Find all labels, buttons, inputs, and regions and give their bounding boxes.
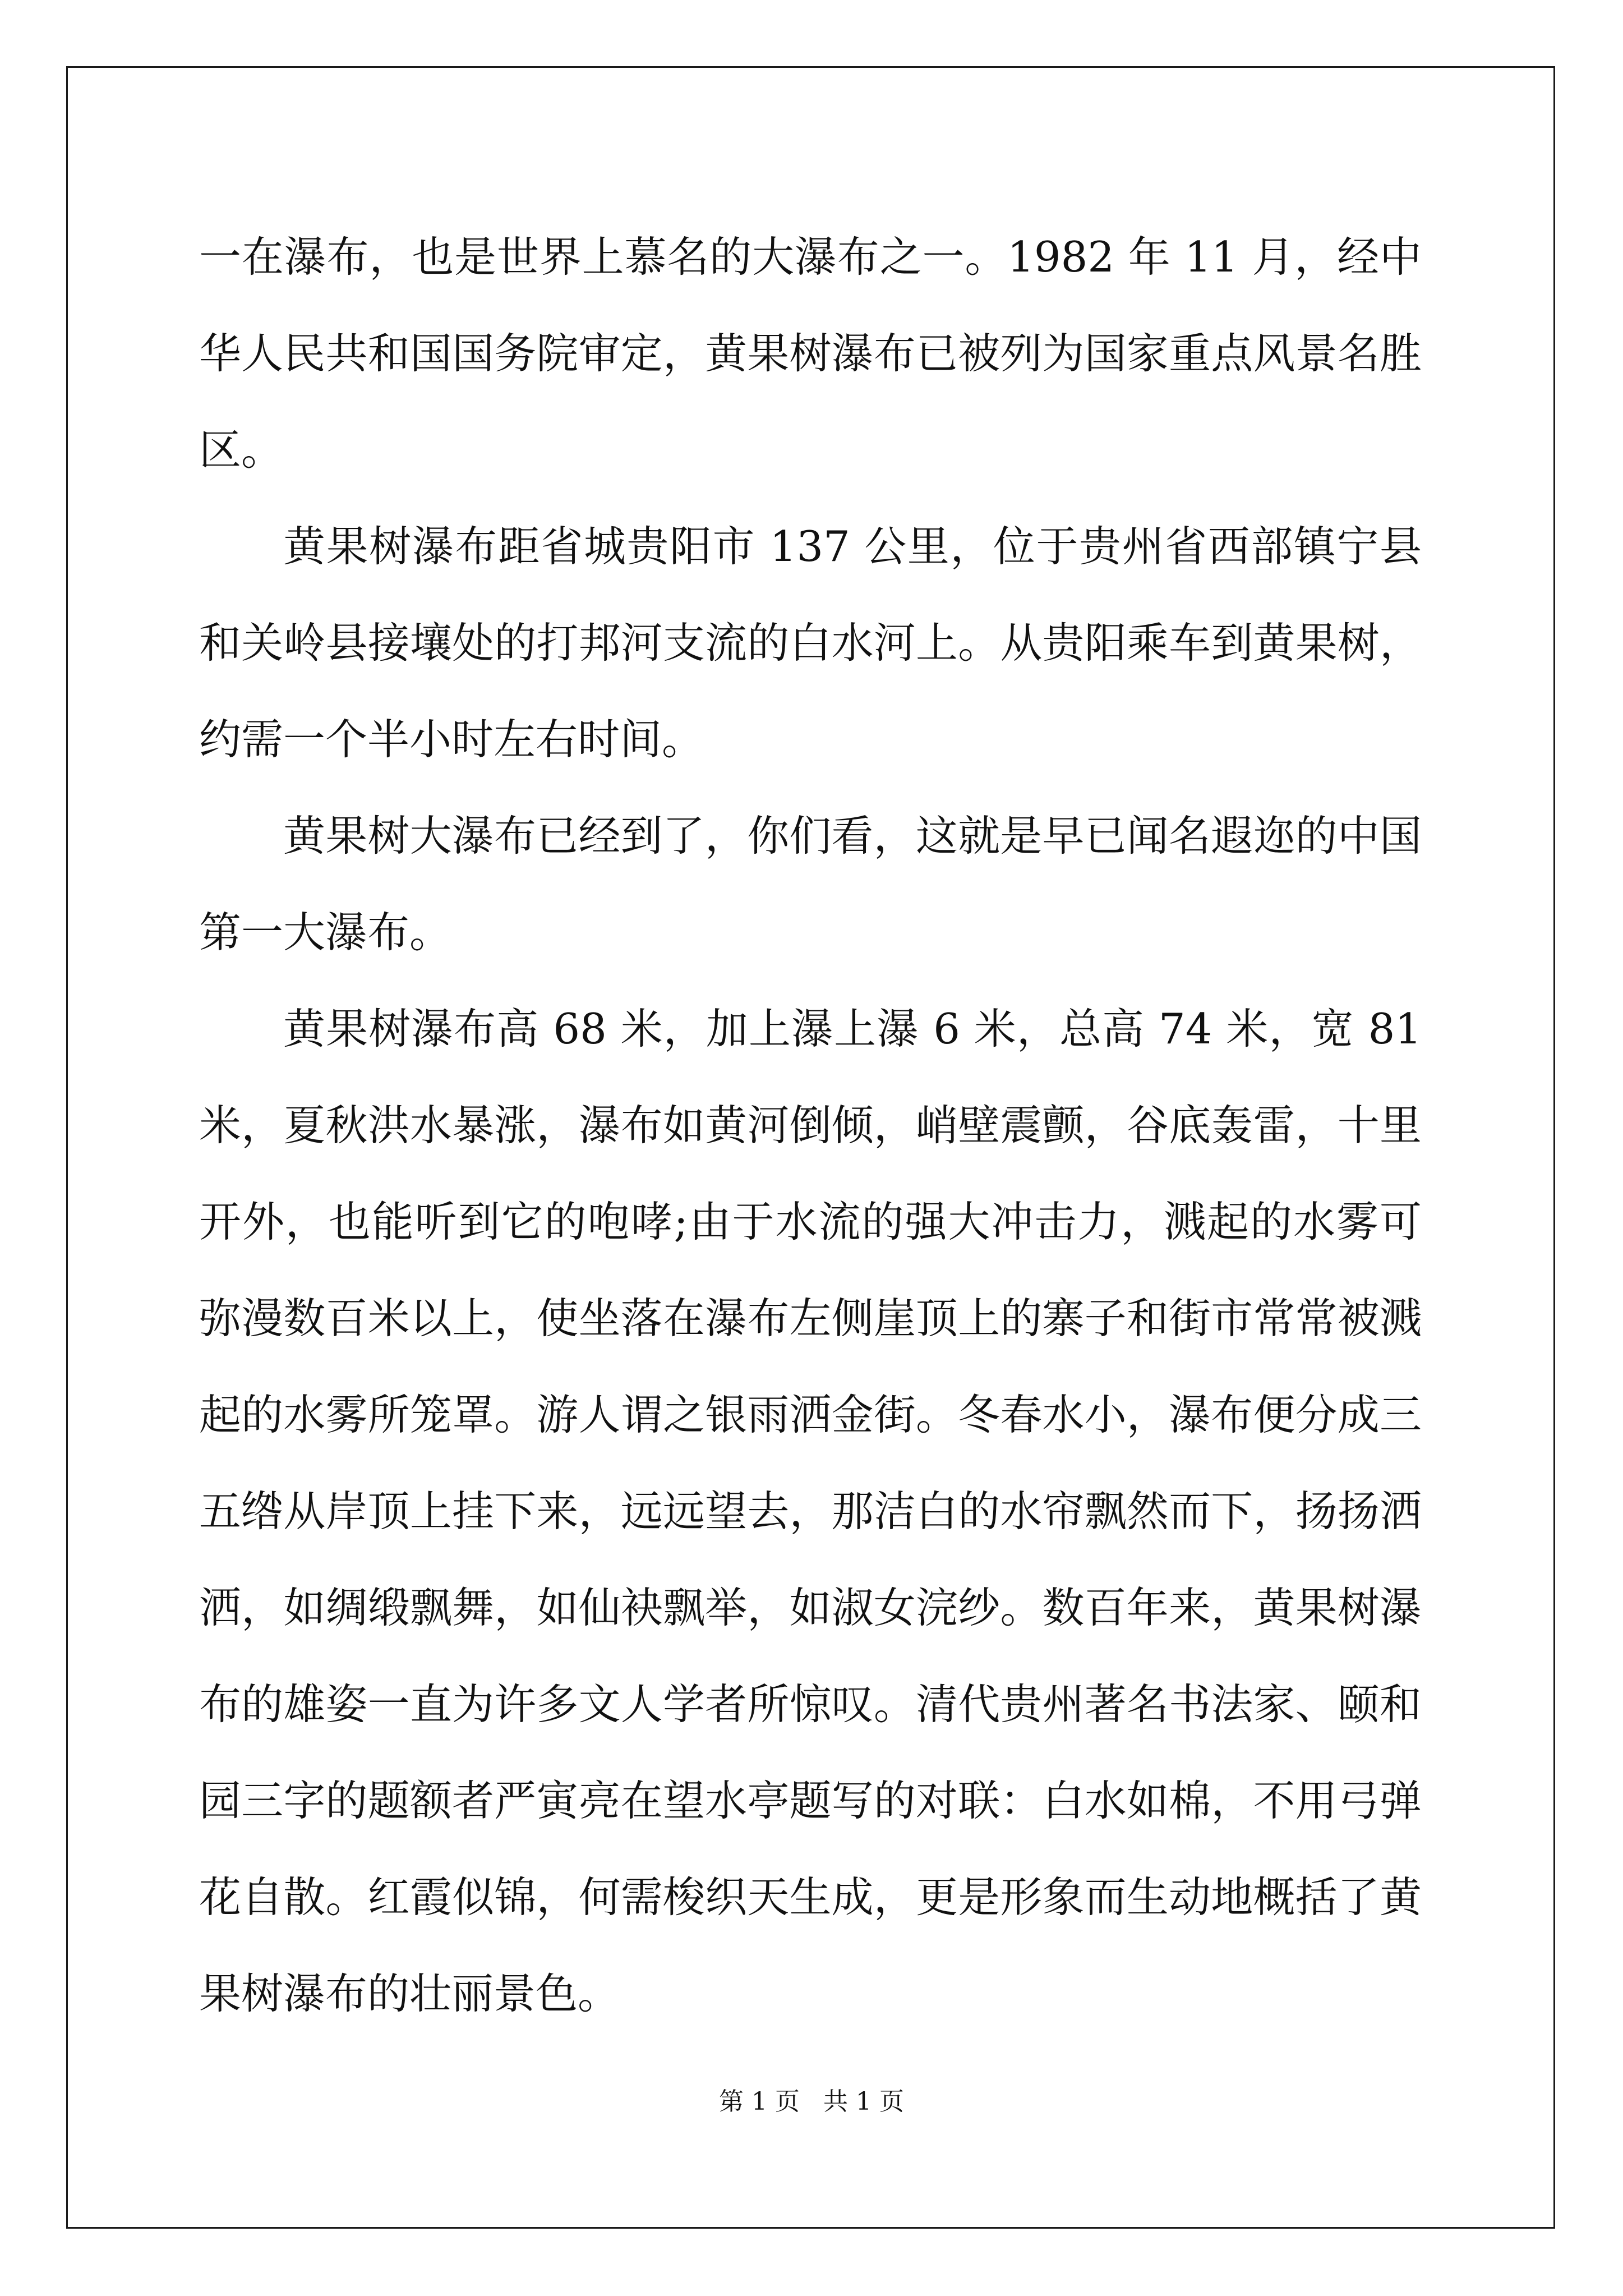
- document-body: [199, 209, 1422, 2042]
- page-footer: 第 1 页 共 1 页: [719, 2087, 904, 2116]
- paragraph-2: 黄果树瀑布距省城贵阳市 137 公里，位于贵州省西部镇宁县和关岭县接壤处的打邦河支流的白水河上。从贵阳乘车到黄果树，约需一个半小时左右时间。: [199, 522, 1422, 764]
- paragraph-3: 黄果树大瀑布已经到了，你们看，这就是早已闻名遐迩的中国第一大瀑布。: [199, 811, 1422, 957]
- paragraph-4: 黄果树瀑布高 68 米，加上瀑上瀑 6 米，总高 74 米，宽 81 米，夏秋洪水暴涨，瀑布如黄河倒倾，峭壁震颤，谷底轰雷，十里开外，也能听到它的咆哮;由于水流的强大冲击力，溅起的水雾可弥漫数百米以上，使坐落在瀑布左侧崖顶上的寨子和街市常常被溅起的水雾所笼罩。游人谓之银雨洒金街。冬春水小，瀑布便分成三五绺从岸顶上挂下来，远远望去，那洁白的水帘飘然而下，扬扬洒洒，如绸缎飘舞，如仙袂飘举，如淑女浣纱。数百年来，黄果树瀑布的雄姿一直为许多文人学者所惊叹。清代贵州著名书法家、颐和园三字的题额者严寅亮在望水亭题写的对联：白水如棉，不用弓弹花自散。红霞似锦，何需梭织天生成，更是形象而生动地概括了黄果树瀑布的壮丽景色。: [199, 1004, 1422, 2018]
- paragraph-1: 一在瀑布，也是世界上慕名的大瀑布之一。1982 年 11 月，经中华人民共和国国务院审定，黄果树瀑布已被列为国家重点风景名胜区。: [199, 232, 1422, 475]
